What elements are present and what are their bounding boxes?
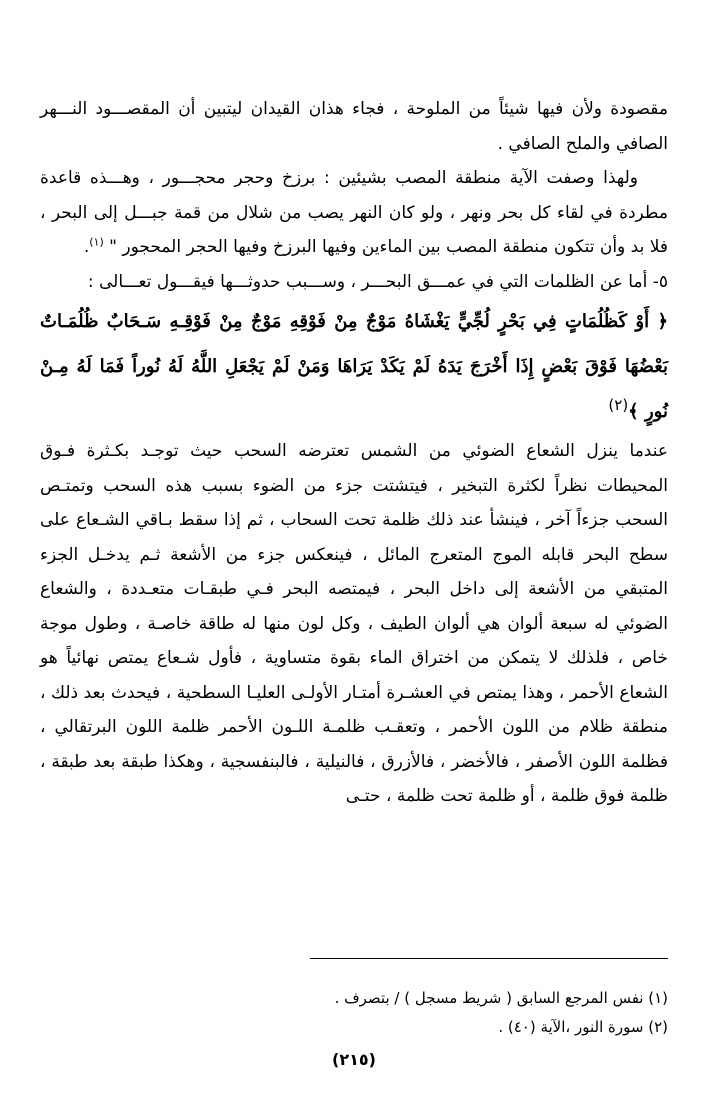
quran-verse	[40, 299, 668, 434]
paragraph-2-text: ولهذا وصفت الآية منطقة المصب بشيئين : برزخ وحجر محجـــور ، وهـــذه قاعدة مطردة في لقاء كل بحر ونهر ، ولو كان النهر يصب من شلال من قمة جبـــل إلى البحر ، فلا بد وأن تتكون منطقة المصب بين الماءين وفيها البرزخ وفيها الحجر المحجور "	[40, 168, 668, 257]
footnote-2: (٢) سورة النور ،الآية (٤٠) .	[498, 1018, 668, 1036]
paragraph-2-end: .	[83, 237, 90, 257]
paragraph-1: مقصودة ولأن فيها شيئاً من الملوحة ، فجاء هذان القيدان ليتبين أن المقصـــود النـــهر الصافي والملح الصافي .	[40, 99, 668, 154]
paragraph-2	[40, 161, 668, 265]
footnotes	[40, 984, 668, 1042]
paragraph-3: ٥- أما عن الظلمات التي في عمـــق البحـــر ، وســـبب حدوثـــها فيقـــول تعـــالى :	[87, 271, 668, 292]
paragraph-4: عندما ينزل الشعاع الضوئي من الشمس تعترضه السحب حيث توجـد بكـثرة فـوق المحيطات نظراً لكثرة التبخير ، فيتشتت جزء من الضوء بسبب هذه السحب وتمتـص السحب جزءاً آخر ، فينشأ عند ذلك ظلمة تحت السحاب ، ثم إذا سقط بـاقي الشـعاع على سطح البحر قابله الموج المتعرج المائل ، فينعكس جزء من الأشعة ثـم يدخـل الجزء المتبقي من الأشعة إلى داخل البحر ، فيمتصه البحر فـي طبقـات متعـددة ، والشعاع الضوئي له سبعة ألوان هي ألوان الطيف ، وكل لون منها له طاقة خاصـة ، وطول موجة خاص ، فلذلك لا يتمكن من اختراق الماء بقوة متساوية ، فأول شـعاع يمتص نهائياً هو الشعاع الأحمر ، وهذا يمتص في العشـرة أمتـار الأولـى العليـا السطحية ، فيحدث بعد ذلك ، منطقة ظلام من اللون الأحمر ، وتعقـب ظلمـة اللـون الأحمر ظلمة اللون البرتقالي ، فظلمة اللون الأصفر ، فالأخضر ، فالأزرق ، فالنيلية ، فالبنفسجية ، وهكذا طبقة بعد طبقة ، ظلمة فوق ظلمة ، أو ظلمة تحت ظلمة ، حتـى	[40, 441, 668, 806]
footnote-separator	[310, 958, 668, 959]
main-text	[40, 92, 668, 814]
footnote-ref-1: (١)	[89, 235, 104, 249]
quran-verse-text: ﴿ أَوْ كَظُلُمَاتٍ فِي بَحْرٍ لُجِّيٍّ يَغْشَاهُ مَوْجٌ مِنْ فَوْقِهِ مَوْجٌ مِنْ فَوْقِـهِ سَـحَابٌ ظُلُمَـاتٌ بَعْضُهَا فَوْقَ بَعْضٍ إِذَا أَخْرَجَ يَدَهُ لَمْ يَكَدْ يَرَاهَا وَمَنْ لَمْ يَجْعَلِ اللَّهُ لَهُ نُوراً فَمَا لَهُ مِـنْ نُورٍ ﴾	[40, 311, 668, 422]
footnote-ref-2: (٢)	[608, 396, 629, 414]
footnote-1: (١) نفس المرجع السابق ( شريط مسجل ) / بتصرف .	[334, 989, 668, 1007]
page-number: (٢١٥)	[332, 1050, 376, 1069]
